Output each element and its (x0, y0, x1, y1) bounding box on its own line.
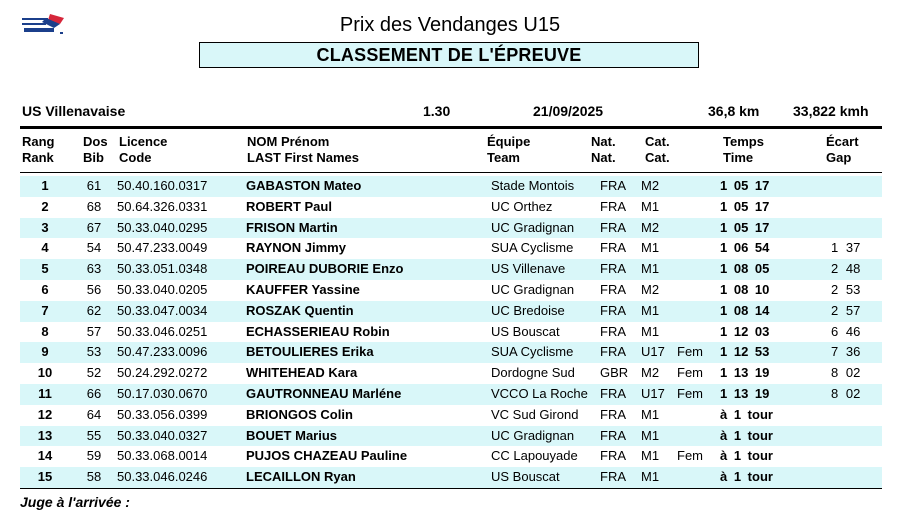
category-cell: M2 (641, 219, 660, 235)
table-row (20, 426, 882, 447)
rank-cell: 13 (37, 427, 53, 443)
bib-cell: 62 (86, 302, 102, 318)
time-cell: 1 08 05 (720, 261, 770, 277)
nationality-cell: FRA (600, 302, 626, 318)
table-row (20, 301, 882, 322)
nationality-cell: FRA (600, 344, 626, 360)
category-cell: M2 (641, 365, 660, 381)
team-cell: UC Gradignan (491, 281, 575, 297)
rider-name-cell: FRISON Martin (246, 219, 338, 235)
team-cell: Stade Montois (491, 178, 575, 193)
average-speed: 33,822 kmh (793, 103, 869, 119)
time-cell: à 1 tour (720, 427, 773, 443)
team-cell: UC Gradignan (491, 219, 575, 235)
bib-cell: 59 (86, 448, 102, 464)
table-top-divider (20, 172, 882, 173)
organizer-club: US Villenavaise (22, 103, 126, 119)
team-cell: Dordogne Sud (491, 365, 575, 381)
licence-cell: 50.17.030.0670 (117, 385, 208, 401)
bib-cell: 61 (86, 178, 102, 193)
rider-name-cell: LECAILLON Ryan (246, 469, 356, 485)
team-cell: SUA Cyclisme (491, 344, 574, 360)
col-header-team: Équipe Team (487, 134, 531, 165)
team-cell: UC Bredoise (491, 302, 565, 318)
rider-name-cell: ECHASSERIEAU Robin (246, 323, 390, 339)
time-cell: 1 05 17 (720, 198, 770, 214)
table-row (20, 218, 882, 239)
nationality-cell: FRA (600, 427, 626, 443)
rider-name-cell: BETOULIERES Erika (246, 344, 374, 360)
gap-cell: 8 02 (831, 385, 861, 401)
bib-cell: 67 (86, 219, 102, 235)
time-cell: 1 13 19 (720, 385, 770, 401)
finish-judge-label: Juge à l'arrivée : (20, 494, 130, 510)
nationality-cell: FRA (600, 323, 626, 339)
gender-cell: Fem (677, 344, 703, 360)
nationality-cell: FRA (600, 240, 626, 256)
rider-name-cell: BOUET Marius (246, 427, 338, 443)
table-row (20, 446, 882, 467)
licence-cell: 50.33.040.0205 (117, 281, 208, 297)
licence-cell: 50.47.233.0049 (117, 240, 208, 256)
time-cell: 1 12 03 (720, 323, 770, 339)
col-header-name: NOM Prénom LAST First Names (247, 134, 359, 165)
rider-name-cell: ROSZAK Quentin (246, 302, 354, 318)
category-cell: M1 (641, 406, 660, 422)
category-cell: M1 (641, 302, 660, 318)
team-cell: US Bouscat (491, 323, 560, 339)
category-cell: M1 (641, 469, 660, 485)
nationality-cell: GBR (600, 365, 629, 381)
licence-cell: 50.33.051.0348 (117, 261, 208, 277)
licence-cell: 50.33.046.0246 (117, 469, 208, 485)
category-cell: M1 (641, 240, 660, 256)
rider-name-cell: GAUTRONNEAU Marléne (246, 385, 402, 401)
time-cell: 1 12 53 (720, 344, 770, 360)
time-cell: 1 13 19 (720, 365, 770, 381)
category-cell: U17 (641, 344, 665, 360)
licence-cell: 50.33.047.0034 (117, 302, 208, 318)
table-row (20, 363, 882, 384)
bib-cell: 64 (86, 406, 102, 422)
rider-name-cell: BRIONGOS Colin (246, 406, 353, 422)
rider-name-cell: PUJOS CHAZEAU Pauline (246, 448, 408, 464)
rank-cell: 12 (37, 406, 53, 422)
table-row (20, 238, 882, 259)
table-row (20, 176, 882, 197)
category-cell: M1 (641, 261, 660, 277)
table-bottom-divider (20, 488, 882, 489)
gap-cell: 2 57 (831, 302, 861, 318)
team-cell: UC Gradignan (491, 427, 575, 443)
col-header-licence: Licence Code (119, 134, 168, 165)
results-table (20, 176, 882, 488)
rank-cell: 9 (41, 344, 49, 360)
rank-cell: 4 (41, 240, 49, 256)
licence-cell: 50.33.040.0295 (117, 219, 208, 235)
bib-cell: 56 (86, 281, 102, 297)
time-cell: 1 06 54 (720, 240, 770, 256)
table-row (20, 467, 882, 488)
rank-cell: 15 (37, 469, 53, 485)
time-cell: 1 08 14 (720, 302, 770, 318)
rider-name-cell: ROBERT Paul (246, 198, 332, 214)
time-cell: à 1 tour (720, 448, 773, 464)
col-header-gap: Écart Gap (826, 134, 859, 165)
licence-cell: 50.24.292.0272 (117, 365, 208, 381)
rank-cell: 11 (38, 385, 52, 401)
team-cell: US Villenave (491, 261, 566, 277)
team-cell: VC Sud Girond (491, 406, 579, 422)
col-header-rank: Rang Rank (22, 134, 55, 165)
table-row (20, 280, 882, 301)
table-row (20, 197, 882, 218)
rank-cell: 10 (37, 365, 53, 381)
gap-cell: 1 37 (831, 240, 861, 256)
time-cell: à 1 tour (720, 469, 773, 485)
rank-cell: 5 (41, 261, 49, 277)
gender-cell: Fem (677, 385, 703, 401)
licence-cell: 50.47.233.0096 (117, 344, 208, 360)
licence-cell: 50.33.068.0014 (117, 448, 208, 464)
team-cell: UC Orthez (491, 198, 553, 214)
licence-cell: 50.33.046.0251 (117, 323, 208, 339)
rank-cell: 2 (41, 198, 49, 214)
licence-cell: 50.64.326.0331 (117, 198, 208, 214)
bib-cell: 55 (86, 427, 102, 443)
nationality-cell: FRA (600, 406, 626, 422)
time-cell: à 1 tour (720, 406, 773, 422)
col-header-bib: Dos Bib (83, 134, 108, 165)
time-cell: 1 05 17 (720, 178, 770, 193)
bib-cell: 66 (86, 385, 102, 401)
gap-cell: 2 48 (831, 261, 861, 277)
rank-cell: 1 (41, 178, 49, 193)
category-cell: M1 (641, 323, 660, 339)
team-cell: VCCO La Roche (491, 385, 588, 401)
page-title: Prix des Vendanges U15 (339, 14, 561, 36)
col-header-cat: Cat. Cat. (645, 134, 670, 165)
rank-cell: 14 (37, 448, 53, 464)
bib-cell: 57 (86, 323, 102, 339)
time-cell: 1 08 10 (720, 281, 770, 297)
licence-cell: 50.33.056.0399 (117, 406, 208, 422)
nationality-cell: FRA (600, 178, 626, 193)
race-coefficient: 1.30 (423, 103, 451, 119)
header-divider (20, 126, 882, 129)
rider-name-cell: POIREAU DUBORIE Enzo (246, 261, 404, 277)
team-cell: CC Lapouyade (491, 448, 578, 464)
gender-cell: Fem (677, 365, 703, 381)
nationality-cell: FRA (600, 281, 626, 297)
licence-cell: 50.33.040.0327 (117, 427, 208, 443)
table-row (20, 384, 882, 405)
rank-cell: 8 (41, 323, 49, 339)
nationality-cell: FRA (600, 198, 626, 214)
table-row (20, 322, 882, 343)
gap-cell: 6 46 (831, 323, 861, 339)
team-cell: US Bouscat (491, 469, 560, 485)
nationality-cell: FRA (600, 261, 626, 277)
bib-cell: 53 (86, 344, 102, 360)
nationality-cell: FRA (600, 469, 626, 485)
race-date: 21/09/2025 (533, 103, 604, 119)
rank-cell: 6 (41, 281, 49, 297)
gap-cell: 8 02 (831, 365, 861, 381)
gender-cell: Fem (677, 448, 703, 464)
category-cell: M2 (641, 178, 660, 193)
classification-banner: CLASSEMENT DE L'ÉPREUVE (199, 42, 699, 68)
bib-cell: 68 (86, 198, 102, 214)
gap-cell: 7 36 (831, 344, 861, 360)
rider-name-cell: WHITEHEAD Kara (246, 365, 358, 381)
bib-cell: 58 (86, 469, 102, 485)
col-header-nat: Nat. Nat. (591, 134, 616, 165)
gap-cell: 2 53 (831, 281, 861, 297)
rider-name-cell: KAUFFER Yassine (246, 281, 360, 297)
bib-cell: 63 (86, 261, 102, 277)
nationality-cell: FRA (600, 385, 626, 401)
team-cell: SUA Cyclisme (491, 240, 574, 256)
time-cell: 1 05 17 (720, 219, 770, 235)
rider-name-cell: GABASTON Mateo (246, 178, 362, 193)
rank-cell: 7 (41, 302, 49, 318)
rank-cell: 3 (41, 219, 49, 235)
race-distance: 36,8 km (708, 103, 760, 119)
category-cell: M1 (641, 427, 660, 443)
table-row (20, 259, 882, 280)
nationality-cell: FRA (600, 448, 626, 464)
licence-cell: 50.40.160.0317 (117, 178, 208, 193)
col-header-time: Temps Time (723, 134, 764, 165)
category-cell: U17 (641, 385, 665, 401)
nationality-cell: FRA (600, 219, 626, 235)
table-row (20, 342, 882, 363)
category-cell: M2 (641, 281, 660, 297)
table-row (20, 405, 882, 426)
bib-cell: 52 (86, 365, 102, 381)
category-cell: M1 (641, 198, 660, 214)
bib-cell: 54 (86, 240, 102, 256)
category-cell: M1 (641, 448, 660, 464)
rider-name-cell: RAYNON Jimmy (246, 240, 346, 256)
